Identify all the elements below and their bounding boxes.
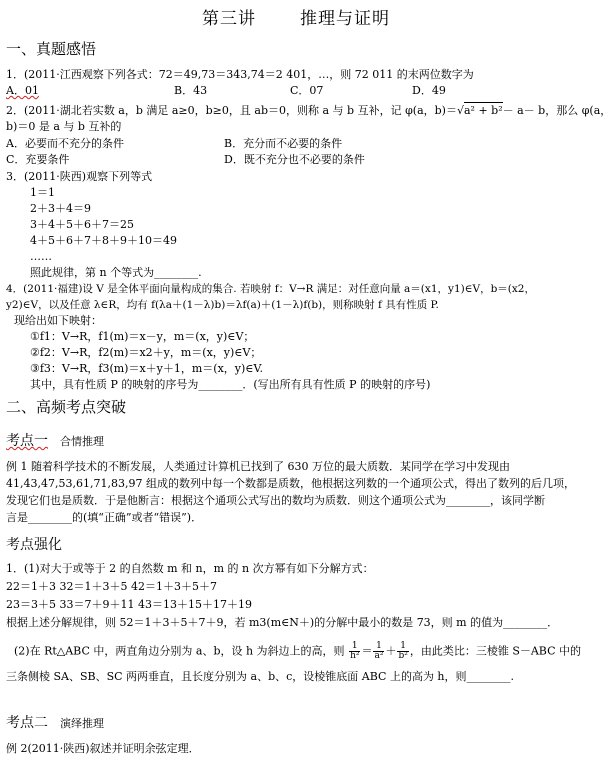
kaodian-1-label: 考点一 — [6, 433, 48, 449]
q4-map-1: ①f1：V→R，f1(m)＝x－y，m＝(x，y)∈V； — [30, 330, 255, 343]
example-1-line3: 发现它们也是质数．于是他断言：根据这个通项公式写出的数均为质数．则这个通项公式为________，该同学断 — [6, 494, 545, 507]
example-1-line2: 41,43,47,53,61,71,83,97 组成的数列中每一个数都是质数，他根据这列数的一个通项公式，得出了数列的后几项， — [6, 477, 575, 490]
lecture-number: 第三讲 — [202, 9, 256, 29]
reinforce-1-line2: 22＝1＋3 32＝1＋3＋5 42＝1＋3＋5＋7 — [6, 580, 217, 593]
q2-option-c: C．充要条件 — [6, 153, 70, 166]
q3-eq-4: 4＋5＋6＋7＋8＋9＋10＝49 — [30, 234, 177, 247]
q3-eq-3: 3＋4＋5＋6＋7＝25 — [30, 218, 134, 231]
page-title — [0, 4, 592, 29]
fraction-1-over-h2: $\frac{1}{\text{h²}}$ — [350, 641, 360, 661]
q2-option-b: B．充分而不必要的条件 — [224, 137, 343, 150]
q2-option-a: A．必要而不充分的条件 — [6, 137, 124, 150]
q1-stem: 1．(2011·江西观察下列各式：72＝49,73＝343,74＝2 401，…，则 72 011 的末两位数字为 — [6, 68, 474, 81]
q4-map-3: ③f3：V→R，f3(m)＝x＋y＋1，m＝(x，y)∈V. — [30, 362, 263, 375]
reinforce-1-line1: 1．(1)对大于或等于 2 的自然数 m 和 n，m 的 n 次方幂有如下分解方式： — [6, 562, 374, 575]
example-1-line1: 例 1 随着科学技术的不断发展，人类通过计算机已找到了 630 万位的最大质数．某同学在学习中发现由 — [6, 460, 510, 473]
q2-line1: 2．(2011·湖北若实数 a，b 满足 a≥0，b≥0，且 ab＝0，则称 a 与 b 互补，记 φ(a，b)＝√a² + b²－ a－ b，那么 φ(a， — [6, 104, 611, 117]
example-1-line4: 言是________的(填“正确”或者“错误”)． — [6, 511, 203, 524]
example-2-line: 例 2(2011·陕西)叙述并证明余弦定理． — [6, 742, 200, 755]
reinforce-1-line6: 三条侧棱 SA、SB、SC 两两垂直，且长度分别为 a、b、c，设棱锥底面 ABC 上的高为 h，则________. — [6, 670, 515, 683]
q1-option-b: B．43 — [174, 84, 208, 97]
kaodian-1-heading — [6, 430, 104, 450]
q4-line3: 现给出如下映射： — [14, 314, 102, 327]
q3-eq-2: 2＋3＋4＝9 — [30, 202, 91, 215]
q1-option-c: C．07 — [290, 84, 324, 97]
kaodian-reinforce-heading: 考点强化 — [6, 537, 62, 553]
q4-line2: y2)∈V，以及任意 λ∈R，均有 f(λa＋(1－λ)b)＝λf(a)＋(1－λ)f(b)，则称映射 f 具有性质 P. — [6, 299, 439, 311]
kaodian-2-subtitle: 演绎推理 — [60, 717, 104, 730]
q3-eq-1: 1＝1 — [30, 186, 55, 199]
q3-conclusion: 照此规律，第 n 个等式为________. — [30, 266, 202, 279]
q2-radicand: a² + b² — [463, 104, 503, 117]
q1-option-a: A．01 — [6, 84, 39, 97]
reinforce-1-line4: 根据上述分解规律，则 52＝1＋3＋5＋7＋9，若 m3(m∈N＋)的分解中最小的数是 73，则 m 的值为________． — [6, 616, 559, 629]
section-heading-1: 一、真题感悟 — [6, 40, 97, 58]
q1-option-d: D．49 — [412, 84, 446, 97]
q2-option-d: D．既不充分也不必要的条件 — [224, 153, 365, 166]
q3-eq-5: …… — [30, 250, 52, 263]
q4-conclusion: 其中，具有性质 P 的映射的序号为________．(写出所有具有性质 P 的映射的序号) — [30, 378, 431, 391]
kaodian-2-heading — [6, 712, 104, 732]
q4-map-2: ②f2：V→R，f2(m)＝x2＋y，m＝(x，y)∈V； — [30, 346, 262, 359]
lecture-topic: 推理与证明 — [300, 9, 390, 29]
kaodian-2-label: 考点二 — [6, 715, 48, 731]
reinforce-1-line5: (2)在 Rt△ABC 中，两直角边分别为 a、b，设 h 为斜边上的高，则 $\frac{1}{\text{h²}}$ ＝ $\frac{1}{\text{a²}}$ ＋ $\frac{1}{\text{b²}}$ ，由此类比：三棱锥 S－ABC 中的 — [14, 641, 582, 661]
section-heading-2: 二、高频考点突破 — [6, 398, 127, 416]
reinforce-1-line3: 23＝3＋5 33＝7＋9＋11 43＝13＋15＋17＋19 — [6, 598, 252, 611]
fraction-1-over-a2: $\frac{1}{\text{a²}}$ — [374, 641, 384, 661]
q2-line2: b)＝0 是 a 与 b 互补的 — [6, 120, 122, 133]
kaodian-1-subtitle: 合情推理 — [60, 435, 104, 448]
q3-stem: 3．(2011·陕西)观察下列等式 — [6, 170, 153, 183]
q4-line1: 4．(2011·福建)设 V 是全体平面向量构成的集合. 若映射 f：V→R 满足：对任意向量 a＝(x1，y1)∈V，b＝(x2， — [6, 283, 535, 295]
fraction-1-over-b2: $\frac{1}{\text{b²}}$ — [398, 641, 408, 661]
